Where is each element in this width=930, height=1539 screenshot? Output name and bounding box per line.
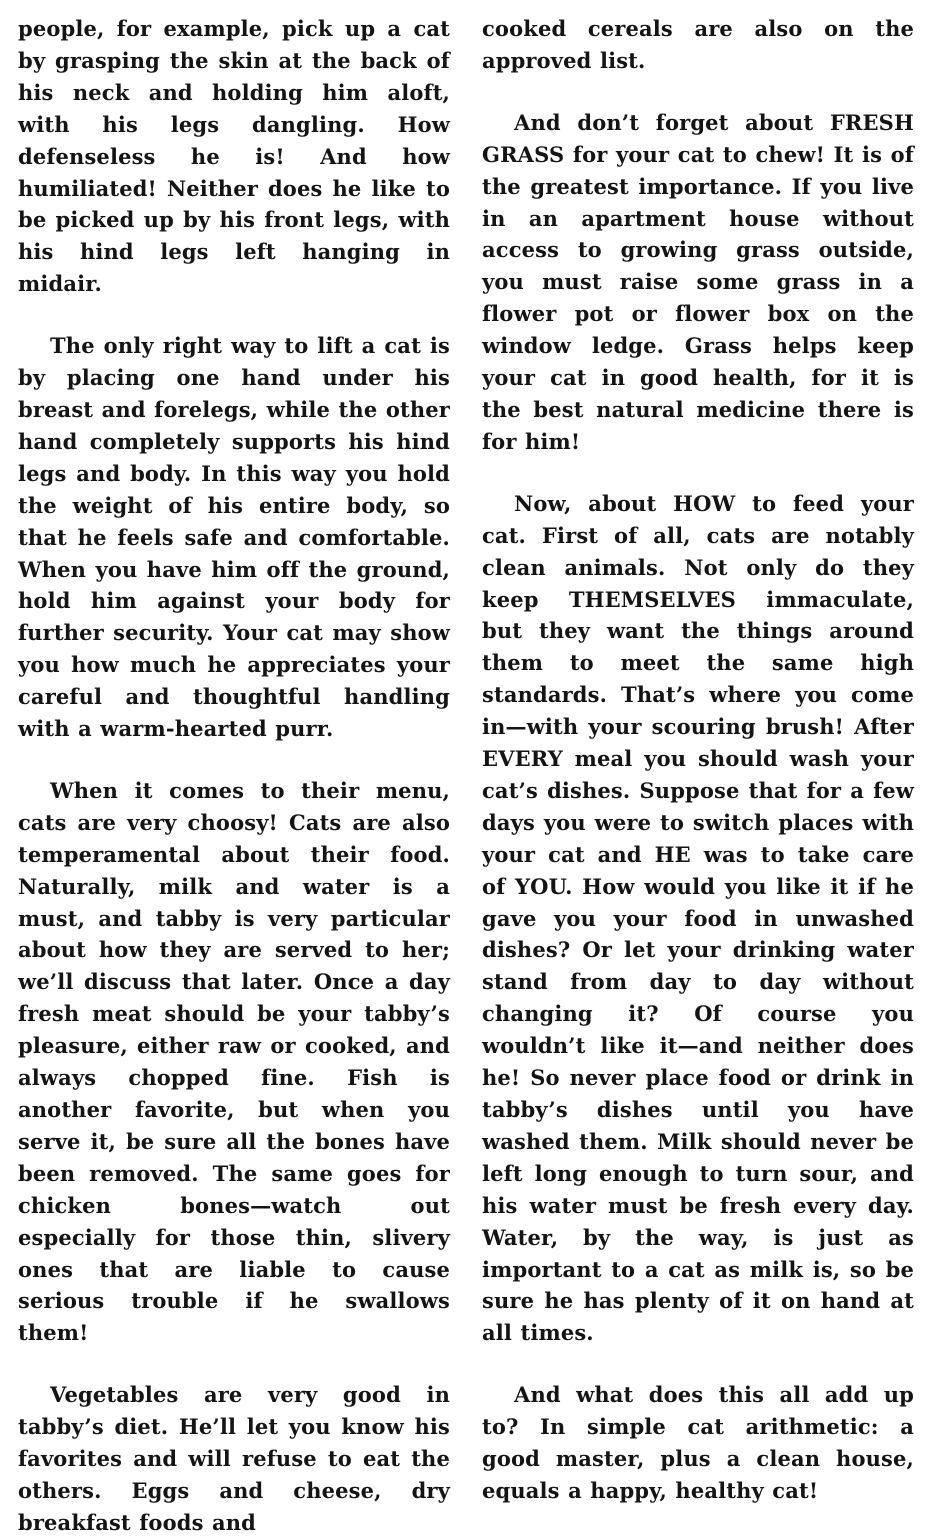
right-column [482, 13, 914, 1507]
paragraph-handling-wrong: people, for example, pick up a cat by grasping the skin at the back of his neck and holding him aloft, with his legs dangling. How defenseless he is! And how humiliated! Neither does he like to be picked up by his front legs, with his hind legs left hanging in midair. [18, 16, 450, 297]
paragraph-gap [482, 77, 914, 107]
paragraph-how-to-feed: Now, about HOW to feed your cat. First of all, cats are notably clean animals. Not only do they keep THEMSELVES immaculate, but they want the things around them to meet the same high standards. That’s where you come in—with your scouring brush! After EVERY meal you should wash your cat’s dishes. Suppose that for a few days you were to switch places with your cat and HE was to take care of YOU. How would you like it if he gave you your food in unwashed dishes? Or let your drinking water stand from day to day without changing it? Of course you wouldn’t like it—and neither does he! So never place food or drink in tabby’s dishes until you have washed them. Milk should never be left long enough to turn sour, and his water must be fresh every day. Water, by the way, is just as important to a cat as milk is, so be sure he has plenty of it on hand at all times. [482, 490, 914, 1346]
paragraph-gap [482, 1349, 914, 1379]
paragraph-cat-arithmetic: And what does this all add up to? In simple cat arithmetic: a good master, plus a clean house, equals a happy, healthy cat! [482, 1382, 914, 1503]
paragraph-cereals: cooked cereals are also on the approved list. [482, 16, 914, 73]
paragraph-gap [482, 458, 914, 488]
left-column [18, 13, 450, 1539]
paragraph-fresh-grass: And don’t forget about FRESH GRASS for your cat to chew! It is of the greatest importance. If you live in an apartment house without access to growing grass outside, you must raise some grass in a flower pot or flower box on the window ledge. Grass helps keep your cat in good health, for it is the best natural medicine there is for him! [482, 109, 914, 454]
paragraph-gap [18, 745, 450, 775]
paragraph-menu: When it comes to their menu, cats are very choosy! Cats are also temperamental about their food. Naturally, milk and water is a must, and tabby is very particular about how they are served to her; we’ll discuss that later. Once a day fresh meat should be your tabby’s pleasure, either raw or cooked, and always chopped fine. Fish is another favorite, but when you serve it, be sure all the bones have been removed. The same goes for chicken bones—watch out especially for those thin, slivery ones that are liable to cause serious trouble if he swallows them! [18, 777, 450, 1346]
paragraph-gap [18, 300, 450, 330]
paragraph-gap [18, 1349, 450, 1379]
paragraph-vegetables: Vegetables are very good in tabby’s diet. He’ll let you know his favorites and will refuse to eat the others. Eggs and cheese, dry breakfast foods and [18, 1382, 450, 1535]
paragraph-lifting-right: The only right way to lift a cat is by placing one hand under his breast and forelegs, while the other hand completely supports his hind legs and body. In this way you hold the weight of his entire body, so that he feels safe and comfortable. When you have him off the ground, hold him against your body for further security. Your cat may show you how much he appreciates your careful and thoughtful handling with a warm-hearted purr. [18, 333, 450, 742]
